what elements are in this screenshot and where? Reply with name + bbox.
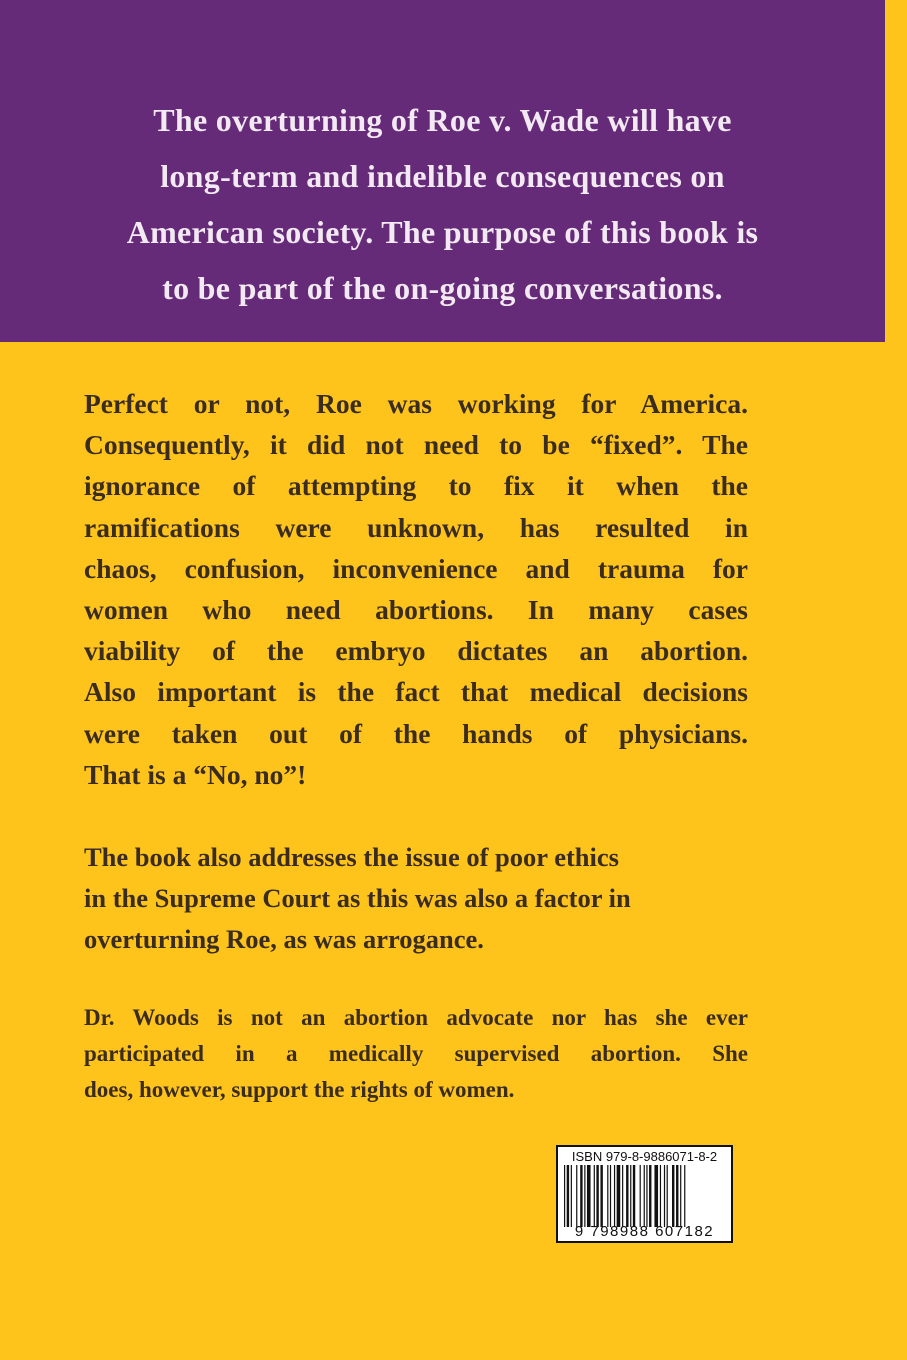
isbn-label: ISBN 979-8-9886071-8-2: [571, 1149, 718, 1164]
paragraph-roe-working: [84, 383, 748, 795]
barcode-bar: [630, 1165, 631, 1227]
barcode-bar: [614, 1165, 615, 1227]
paragraph-line: Perfect or not, Roe was working for America.: [84, 388, 748, 419]
barcode-bar: [672, 1165, 674, 1227]
barcode-bars: [562, 1165, 728, 1227]
barcode-bar: [580, 1165, 582, 1227]
paragraph-line: Consequently, it did not need to be “fixed”. The: [84, 429, 748, 461]
barcode-bar: [676, 1165, 678, 1227]
paragraph-line: Also important is the fact that medical decisions: [84, 676, 748, 708]
summary-banner: [0, 0, 885, 342]
barcode-bar: [640, 1165, 641, 1227]
banner-text: [0, 92, 885, 316]
barcode-digits: 9 798988 607182: [574, 1223, 715, 1240]
barcode-bar: [646, 1165, 647, 1227]
barcode-bar: [633, 1165, 635, 1227]
barcode-bar: [587, 1165, 591, 1227]
banner-line: to be part of the on-going conversations.: [162, 270, 723, 306]
paragraph-line: overturning Roe, as was arrogance.: [84, 924, 484, 954]
barcode-bar: [649, 1165, 651, 1227]
barcode-bar: [600, 1165, 602, 1227]
barcode-bar: [680, 1165, 681, 1227]
barcode-bar: [644, 1165, 645, 1227]
barcode-bar: [576, 1165, 577, 1227]
barcode-bar: [567, 1165, 569, 1227]
banner-line: long-term and indelible consequences on: [160, 158, 725, 194]
barcode-bar: [596, 1165, 598, 1227]
paragraph-line: The book also addresses the issue of poor ethics: [84, 842, 619, 872]
barcode-bar: [664, 1165, 665, 1227]
barcode-bar: [584, 1165, 585, 1227]
paragraph-line: chaos, confusion, inconvenience and trauma for: [84, 552, 748, 584]
barcode-bar: [660, 1165, 661, 1227]
barcode-bar: [571, 1165, 572, 1227]
paragraph-author-note: [84, 1000, 748, 1108]
paragraph-line: viability of the embryo dictates an abortion.: [84, 635, 748, 667]
paragraph-line: in the Supreme Court as this was also a factor in: [84, 883, 631, 913]
paragraph-line: women who need abortions. In many cases: [84, 594, 748, 626]
barcode-bar: [626, 1165, 628, 1227]
barcode-bar: [654, 1165, 658, 1227]
paragraph-line: were taken out of the hands of physicians.: [84, 717, 748, 749]
barcode-bar: [594, 1165, 595, 1227]
paragraph-line: ramifications were unknown, has resulted in: [84, 511, 748, 543]
barcode-bar: [610, 1165, 611, 1227]
paragraph-line: participated in a medically supervised abortion. She: [84, 1041, 748, 1066]
barcode-bar: [622, 1165, 623, 1227]
barcode-bar: [617, 1165, 621, 1227]
paragraph-line: ignorance of attempting to fix it when the: [84, 470, 748, 502]
banner-line: American society. The purpose of this book is: [126, 214, 759, 250]
isbn-barcode: [556, 1145, 733, 1243]
paragraph-line: That is a “No, no”!: [84, 758, 307, 790]
paragraph-line: Dr. Woods is not an abortion advocate nor has she ever: [84, 1005, 748, 1030]
barcode-bar: [564, 1165, 565, 1227]
paragraph-line: does, however, support the rights of women.: [84, 1077, 515, 1102]
banner-line: The overturning of Roe v. Wade will have: [153, 102, 732, 138]
barcode-bar: [667, 1165, 668, 1227]
barcode-bar: [684, 1165, 685, 1227]
paragraph-ethics: [84, 837, 748, 960]
barcode-bar: [607, 1165, 608, 1227]
